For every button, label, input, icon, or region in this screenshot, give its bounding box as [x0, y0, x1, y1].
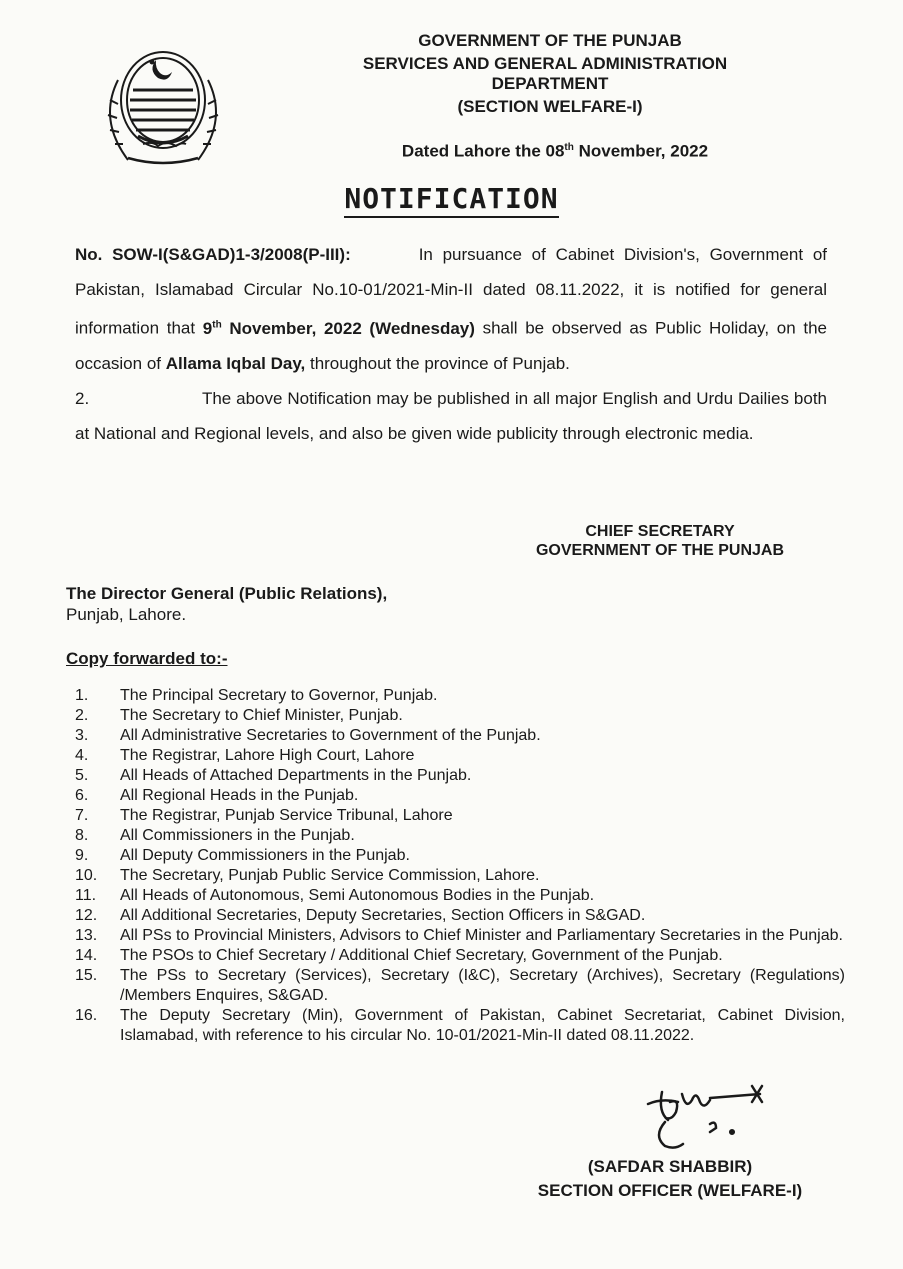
occasion: Allama Iqbal Day, [165, 353, 306, 373]
header-line-3: DEPARTMENT [491, 74, 609, 93]
list-item-number: 12. [75, 907, 98, 924]
list-item [75, 866, 845, 886]
list-item [75, 1006, 845, 1046]
list-item-text: All Regional Heads in the Punjab. [120, 787, 359, 804]
list-item-number: 5. [75, 767, 89, 784]
copy-heading: Copy forwarded to:- [66, 649, 228, 668]
list-item [75, 946, 845, 966]
list-item [75, 686, 845, 706]
list-item-number: 13. [75, 927, 98, 944]
list-item-number: 15. [75, 967, 98, 984]
list-item [75, 826, 845, 846]
list-item [75, 806, 845, 826]
notification-body [75, 237, 827, 451]
list-item-text: The PSOs to Chief Secretary / Additional Chief Secretary, Government of the Punjab. [120, 947, 723, 964]
list-item-text: The Secretary, Punjab Public Service Commission, Lahore. [120, 867, 540, 884]
addressee: The Director General (Public Relations), Punjab, Lahore. [66, 584, 388, 624]
list-item [75, 766, 845, 786]
list-item [75, 886, 845, 906]
list-item [75, 726, 845, 746]
list-item-text: The Registrar, Lahore High Court, Lahore [120, 747, 415, 764]
list-item-text: All Heads of Autonomous, Semi Autonomous Bodies in the Punjab. [120, 887, 595, 904]
header-line-2: SERVICES AND GENERAL ADMINISTRATION [362, 54, 728, 73]
list-item [75, 846, 845, 866]
list-item-number: 2. [75, 707, 89, 724]
list-item-text: All Deputy Commissioners in the Punjab. [120, 847, 410, 864]
reference-number: No. SOW-I(S&GAD)1-3/2008(P-III): [75, 245, 351, 264]
list-item [75, 706, 845, 726]
list-item-text: All Commissioners in the Punjab. [120, 827, 355, 844]
copy-list [75, 686, 845, 1046]
paragraph-1: No. SOW-I(S&GAD)1-3/2008(P-III): In pursuance of Cabinet Division's, Government of Pakistan, Islamabad Circular No.10-01/2021-Min-II dated 08.11.2022, it is notified for general information that 9th November, 2022 (Wednesday) shall be observed as Public Holiday, on the occasion of Allama Iqbal Day, throughout the province of Punjab. [75, 245, 828, 373]
header-line-1: GOVERNMENT OF THE PUNJAB [418, 31, 682, 50]
list-item-number: 7. [75, 807, 89, 824]
list-item-text: The Principal Secretary to Governor, Punjab. [120, 687, 438, 704]
section-officer-block [505, 1155, 835, 1203]
list-item [75, 746, 845, 766]
list-item [75, 906, 845, 926]
list-item [75, 786, 845, 806]
list-item-number: 11. [75, 887, 97, 904]
list-item-number: 9. [75, 847, 89, 864]
punjab-emblem-icon [88, 40, 238, 170]
list-item-number: 6. [75, 787, 89, 804]
officer-designation: SECTION OFFICER (WELFARE-I) [537, 1181, 803, 1200]
list-item-text: The Registrar, Punjab Service Tribunal, Lahore [120, 807, 453, 824]
header-section: (SECTION WELFARE-I) [457, 97, 643, 116]
list-item-text: All Heads of Attached Departments in the Punjab. [120, 767, 472, 784]
header-date: Dated Lahore the 08th November, 2022 [401, 141, 709, 161]
list-item-number: 1. [75, 687, 89, 704]
list-item-text: The Deputy Secretary (Min), Government of Pakistan, Cabinet Secretariat, Cabinet Division, Islamabad, with reference to his circular No. 10-01/2021-Min-II dated 08.11.2022. [120, 1007, 845, 1044]
page-title: NOTIFICATION [0, 182, 903, 215]
list-item-number: 3. [75, 727, 89, 744]
list-item [75, 926, 845, 946]
list-item-text: The Secretary to Chief Minister, Punjab. [120, 707, 403, 724]
chief-secretary-block: CHIEF SECRETARY GOVERNMENT OF THE PUNJAB [535, 523, 784, 559]
list-item-number: 16. [75, 1007, 98, 1024]
list-item-number: 14. [75, 947, 98, 964]
handwritten-signature-icon [640, 1082, 780, 1152]
list-item-text: All PSs to Provincial Ministers, Advisors to Chief Minister and Parliamentary Secretaries in the Punjab. [120, 927, 843, 944]
officer-name: (SAFDAR SHABBIR) [587, 1157, 753, 1176]
paragraph-2: 2. The above Notification may be published in all major English and Urdu Dailies both at National and Regional levels, and also be given wide publicity through electronic media. [75, 388, 827, 443]
list-item-number: 4. [75, 747, 89, 764]
list-item [75, 966, 845, 1006]
list-item-text: All Additional Secretaries, Deputy Secretaries, Section Officers in S&GAD. [120, 907, 646, 924]
list-item-number: 8. [75, 827, 89, 844]
list-item-text: All Administrative Secretaries to Government of the Punjab. [120, 727, 541, 744]
list-item-number: 10. [75, 867, 98, 884]
list-item-text: The PSs to Secretary (Services), Secretary (I&C), Secretary (Archives), Secretary (Regulations) /Members Enquires, S&GAD. [120, 967, 845, 1004]
